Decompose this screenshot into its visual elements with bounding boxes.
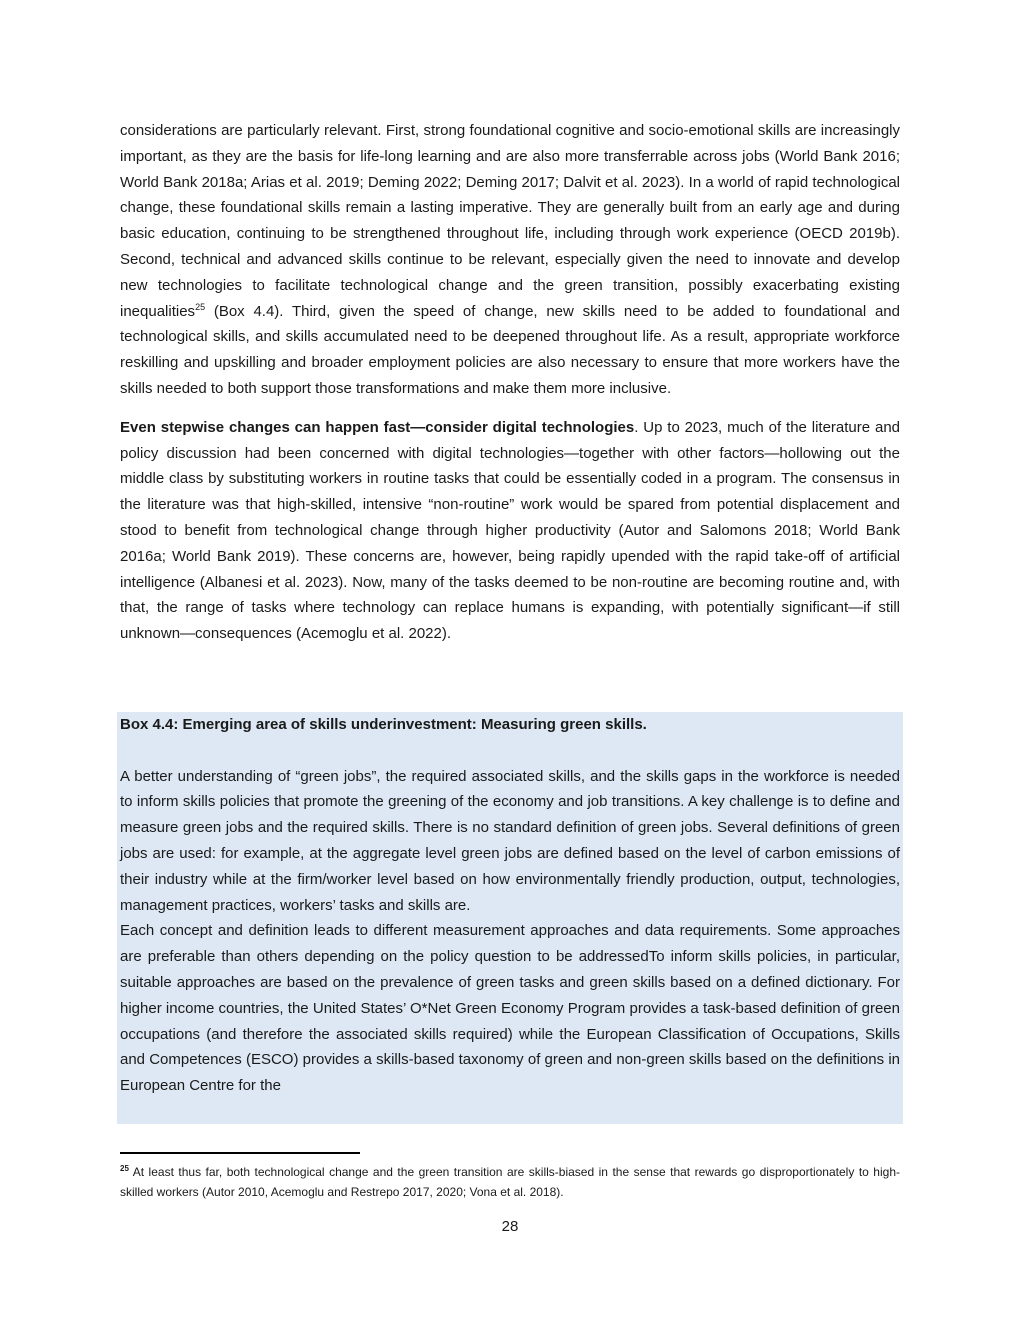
paragraph-text: considerations are particularly relevant. First, strong foundational cognitive and socio-emotional skills are increasingly important, as they are the basis for life-long learning and are also more transferrable across jobs (World Bank 2016; World Bank 2018a; Arias et al. 2019; Deming 2022; Deming 2017; Dalvit et al. 2023). In a world of rapid technological change, these foundational skills remain a lasting imperative. They are generally built from an early age and during basic education, continuing to be strengthened throughout life, including through work experience (OECD 2019b). Second, technical and advanced skills continue to be relevant, especially given the need to innovate and develop new technologies to facilitate technological change and the green transition, possibly exacerbating existing inequalities — [120, 122, 900, 320]
box-paragraph-measurement: Each concept and definition leads to different measurement approaches and data requirements. Some approaches are preferable than others depending on the policy question to be addressedTo inform skills policies, in particular, suitable approaches are based on the prevalence of green tasks and green skills based on a defined dictionary. For higher income countries, the United States’ O*Net Green Economy Program provides a task-based definition of green occupations (and therefore the associated skills required) while the European Classification of Occupations, Skills and Competences (ESCO) provides a skills-based taxonomy of green and non-green skills based on the definitions in European Centre for the — [120, 922, 900, 1095]
footnote-text: At least thus far, both technological change and the green transition are skills-biased in the sense that rewards go disproportionately to high-skilled workers (Autor 2010, Acemoglu and Restrepo 2017, 2020; Vona et al. 2018). — [120, 1165, 900, 1199]
box-paragraph-green-jobs: A better understanding of “green jobs”, the required associated skills, and the skills gaps in the workforce is needed to inform skills policies that promote the greening of the economy and job transitions. A key challenge is to define and measure green jobs and the required skills. There is no standard definition of green jobs. Several definitions of green jobs are used: for example, at the aggregate level green jobs are defined based on the level of carbon emissions of their industry while at the firm/worker level based on how environmentally friendly production, output, technologies, management practices, workers’ tasks and skills are. — [120, 767, 900, 914]
main-text — [120, 118, 900, 655]
footnote-separator — [120, 1152, 360, 1154]
paragraph-text: . Up to 2023, much of the literature and policy discussion had been concerned with digital technologies—together with other factors—hollowing out the middle class by substituting workers in routine tasks that could be essentially coded in a program. The consensus in the literature was that high-skilled, intensive “non-routine” work would be spared from potential displacement and stood to benefit from technological change through higher productivity (Autor and Salomons 2018; World Bank 2016a; World Bank 2019). These concerns are, however, being rapidly upended with the rapid take-off of artificial intelligence (Albanesi et al. 2023). Now, many of the tasks deemed to be non-routine are becoming routine and, with that, the range of tasks where technology can replace humans is expanding, with potentially significant—if still unknown—consequences (Acemoglu et al. 2022). — [120, 418, 900, 643]
paragraph-text-continued: (Box 4.4). Third, given the speed of change, new skills need to be added to foundational and technological skills, and skills accumulated need to be deepened throughout life. As a result, appropriate workforce reskilling and upskilling and broader employment policies are also necessary to ensure that more workers have the skills needed to both support those transformations and make them more inclusive. — [120, 302, 900, 397]
box-4-4 — [117, 712, 903, 1124]
paragraph-digital-technologies — [120, 415, 900, 647]
paragraph-lead: Even stepwise changes can happen fast—consider digital technologies — [120, 418, 635, 436]
footnote-marker: 25 — [120, 1164, 129, 1173]
page-number: 28 — [501, 1218, 519, 1235]
box-title: Box 4.4: Emerging area of skills underinvestment: Measuring green skills. — [120, 716, 647, 733]
box-content — [120, 712, 900, 1099]
footnote-reference[interactable]: 25 — [195, 301, 206, 312]
footnote-25 — [120, 1163, 900, 1202]
paragraph-skills-considerations — [120, 118, 900, 402]
